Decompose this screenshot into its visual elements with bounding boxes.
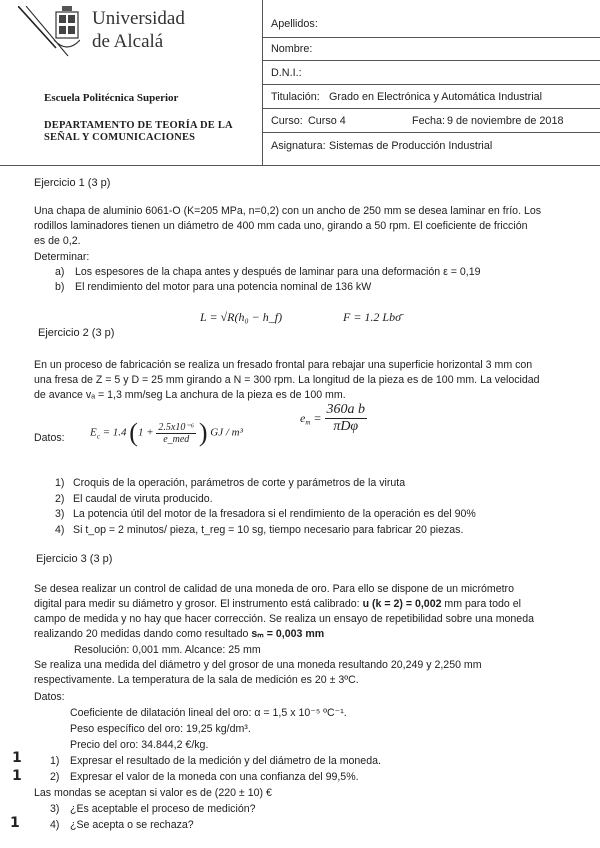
ej3-question-number: 2) xyxy=(50,771,60,783)
ej3-question: Expresar el valor de la moneda con una confianza del 99,5%. xyxy=(70,771,359,783)
department-line1: DEPARTAMENTO DE TEORÍA DE LA xyxy=(44,120,233,131)
ej2-paragraph-line: una fresa de Z = 5 y D = 25 mm girando a N = 300 rpm. La longitud de la pieza es de 100 mm. La velocidad xyxy=(34,374,540,386)
ej1-paragraph-line: Una chapa de aluminio 6061-O (K=205 MPa, n=0,2) con un ancho de 250 mm se desea laminar en frío. Los xyxy=(34,205,542,217)
ej3-paragraph-line xyxy=(34,628,324,640)
ej3-question: Expresar el resultado de la medición y del diámetro de la moneda. xyxy=(70,755,381,767)
header-bottom-rule xyxy=(0,165,600,166)
ej3-question: ¿Es aceptable el proceso de medición? xyxy=(70,803,256,815)
ej1-item-a: Los espesores de la chapa antes y después de laminar para una deformación ε = 0,19 xyxy=(75,266,481,278)
ej1-paragraph-line: es de 0,2. xyxy=(34,235,81,247)
school-name: Escuela Politécnica Superior xyxy=(44,92,179,104)
asignatura-value: Sistemas de Producción Industrial xyxy=(329,140,493,152)
formula-L: L = √R(h₀ − h_f) xyxy=(200,310,283,324)
field-rule xyxy=(263,84,600,85)
department-line2: SEÑAL Y COMUNICACIONES xyxy=(44,132,196,143)
ej3-calibration-value: u (k = 2) = 0,002 xyxy=(362,598,442,610)
ej3-paragraph-line: respectivamente. La temperatura de la sala de medición es 20 ± 3ºC. xyxy=(34,674,359,686)
formula-E-numerator: 2.5x10⁻⁶ xyxy=(158,421,195,433)
header-divider xyxy=(262,0,263,165)
ej2-item: Croquis de la operación, parámetros de corte y parámetros de la viruta xyxy=(73,477,406,489)
exercise-3-title: Ejercicio 3 (3 p) xyxy=(36,553,113,565)
ej2-item: La potencia útil del motor de la fresadora si el rendimiento de la operación es del 90% xyxy=(73,508,476,520)
ej3-paragraph-line: Se realiza una medida del diámetro y del grosor de una moneda resultando 20,249 y 2,250 mm xyxy=(34,659,482,671)
ej3-datos: Datos: xyxy=(34,691,65,703)
ej2-item: El caudal de viruta producido. xyxy=(73,493,213,505)
handwritten-mark: 1 xyxy=(12,750,22,766)
ej2-item: Si t_op = 2 minutos/ pieza, t_reg = 10 sg, tiempo necesario para fabricar 20 piezas. xyxy=(73,524,464,536)
ej2-paragraph-line: de avance vₐ = 1,3 mm/seg La anchura de la pieza es de 100 mm. xyxy=(34,389,346,401)
titulacion-value: Grado en Electrónica y Automática Industrial xyxy=(329,91,543,103)
formula-E: $E_c = 1.4$ (1 + $\frac{\text{2.5x10⁻⁶}}{\text{e\_med}}$ ) GJ / m³ xyxy=(90,418,243,447)
ej1-determinar: Determinar: xyxy=(34,251,90,263)
formula-E-units: GJ / m³ xyxy=(210,426,243,439)
ej1-item-b: El rendimiento del motor para una potencia nominal de 136 kW xyxy=(75,281,372,293)
ej3-paragraph-line: Se desea realizar un control de calidad de una moneda de oro. Para ello se dispone de un micrómetro xyxy=(34,583,514,595)
titulacion-label: Titulación: xyxy=(271,91,320,103)
field-rule xyxy=(263,37,600,38)
ej3-repeatability-value: sₘ = 0,003 mm xyxy=(251,628,325,640)
dni-field[interactable]: D.N.I.: xyxy=(271,67,302,79)
formula-em: $e_m$ = $\frac{\text{360a b}}{\text{πDφ}}$ xyxy=(300,402,365,434)
ej2-item-number: 1) xyxy=(55,477,65,489)
field-rule xyxy=(263,60,600,61)
ej2-paragraph-line: En un proceso de fabricación se realiza un fresado frontal para rebajar una superficie horizontal 3 mm con xyxy=(34,359,533,371)
ej2-item-number: 2) xyxy=(55,493,65,505)
apellidos-field[interactable]: Apellidos: xyxy=(271,18,318,30)
ej3-question-number: 4) xyxy=(50,819,60,831)
ej3-paragraph-line xyxy=(34,598,521,610)
field-rule xyxy=(263,108,600,109)
ej3-dato: Coeficiente de dilatación lineal del oro: α = 1,5 x 10⁻⁵ ºC⁻¹. xyxy=(70,707,347,719)
formula-F: F = 1.2 Lbσ̄ xyxy=(343,310,402,324)
ej3-p4a: realizando 20 medidas dando como resultado xyxy=(34,628,252,640)
exercise-2-title: Ejercicio 2 (3 p) xyxy=(38,327,115,339)
ej2-item-number: 3) xyxy=(55,508,65,520)
handwritten-mark: 1 xyxy=(10,815,20,831)
asignatura-label: Asignatura: xyxy=(271,140,326,152)
ej3-question-number: 3) xyxy=(50,803,60,815)
formula-E-denominator: e_med xyxy=(163,433,190,445)
ej3-acceptance: Las mondas se aceptan si valor es de (220 ± 10) € xyxy=(34,787,272,799)
ej3-p2a: digital para medir su diámetro y grosor. El instrumento está calibrado: xyxy=(34,598,363,610)
ej3-question: ¿Se acepta o se rechaza? xyxy=(70,819,194,831)
ej3-question-number: 1) xyxy=(50,755,60,767)
ej1-paragraph-line: rodillos laminadores tienen un diámetro de 400 mm cada uno, girando a 50 rpm. El coeficiente de fricción xyxy=(34,220,528,232)
formula-em-numerator: 360a b xyxy=(326,402,365,417)
ej2-item-number: 4) xyxy=(55,524,65,536)
handwritten-mark: 1 xyxy=(12,768,22,784)
university-crest-icon xyxy=(18,6,80,58)
fecha-value: 9 de noviembre de 2018 xyxy=(447,115,564,127)
curso-label: Curso: xyxy=(271,115,303,127)
ej3-dato: Precio del oro: 34.844,2 €/kg. xyxy=(70,739,209,751)
field-rule xyxy=(263,132,600,133)
ej1-item-a-label: a) xyxy=(55,266,65,278)
ej3-paragraph-line: campo de medida y no hay que hacer corrección. Se realiza un ensayo de repetibilidad sobre una moneda xyxy=(34,613,534,625)
ej2-datos-label: Datos: xyxy=(34,432,65,444)
fecha-label: Fecha: xyxy=(412,115,446,127)
exercise-1-title: Ejercicio 1 (3 p) xyxy=(34,177,111,189)
curso-value: Curso 4 xyxy=(308,115,346,127)
ej3-p2c: mm para todo el xyxy=(441,598,521,610)
ej3-resolucion: Resolución: 0,001 mm. Alcance: 25 mm xyxy=(74,644,261,656)
formula-em-denominator: πDφ xyxy=(333,419,359,434)
nombre-field[interactable]: Nombre: xyxy=(271,43,313,55)
university-name-line1: Universidad xyxy=(92,8,185,29)
university-name-line2: de Alcalá xyxy=(92,31,164,52)
ej3-dato: Peso específico del oro: 19,25 kg/dm³. xyxy=(70,723,251,735)
ej1-item-b-label: b) xyxy=(55,281,65,293)
